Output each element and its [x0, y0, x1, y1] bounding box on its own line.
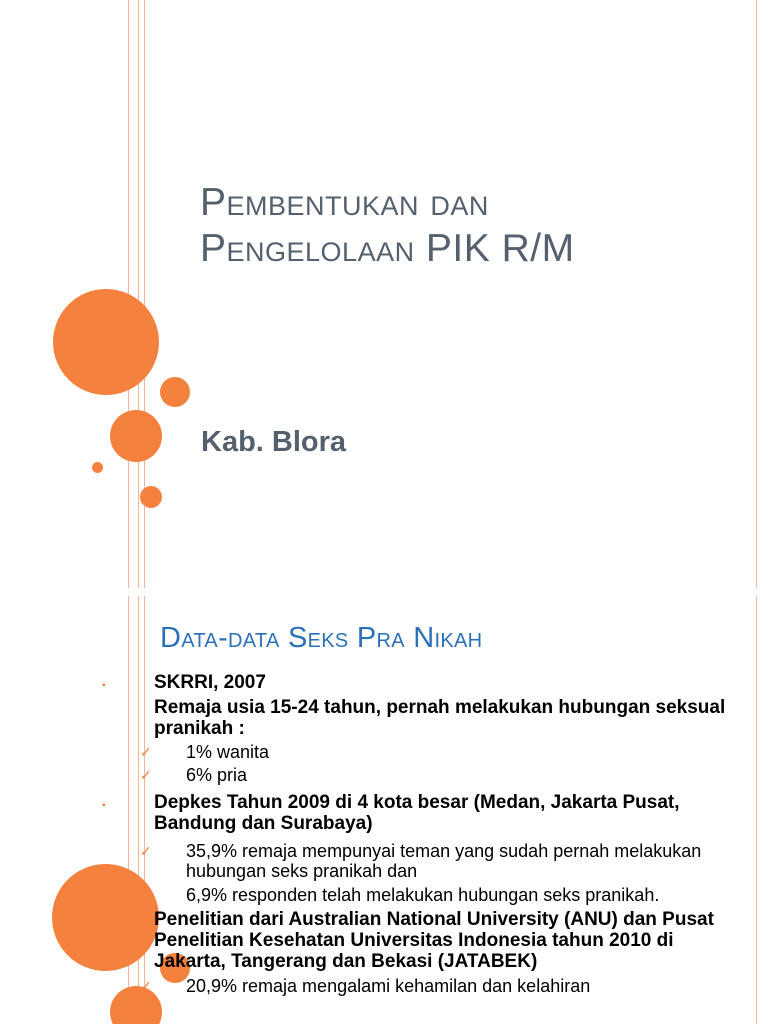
slide-content — [100, 672, 740, 996]
decor-line — [756, 0, 757, 588]
slide-subtitle: Kab. Blora — [201, 426, 347, 458]
bullet-text: Penelitian dari Australian National University (ANU) dan Pusat Penelitian Kesehatan Universitas Indonesia tahun 2010 di Jakarta, Tangerang dan Bekasi (JATABEK) — [154, 909, 714, 972]
decor-circle — [160, 377, 190, 407]
bullet-icon: ▪ — [102, 680, 106, 691]
decor-circle — [140, 486, 162, 508]
bullet-text: SKRRI, 2007 — [154, 672, 266, 693]
checkmark-icon: ✓ — [140, 843, 152, 859]
bullet-item — [100, 792, 740, 834]
bullet-text: Depkes Tahun 2009 di 4 kota besar (Medan, Jakarta Pusat, Bandung dan Surabaya) — [154, 792, 680, 834]
slide-title-line-2: Pengelolaan PIK R/M — [200, 227, 575, 270]
sub-item-text: 1% wanita — [186, 742, 270, 762]
sub-item-text: 6% pria — [186, 765, 248, 785]
decor-circle — [92, 462, 103, 473]
sub-item — [100, 765, 740, 785]
sub-item-text: 35,9% remaja mempunyai teman yang sudah pernah melakukan hubungan seks pranikah dan — [186, 841, 702, 881]
decor-line — [138, 0, 139, 588]
bullet-item — [100, 909, 740, 972]
decor-circle — [110, 410, 162, 462]
decor-line — [756, 596, 757, 1024]
checkmark-icon: ✓ — [140, 978, 152, 994]
sub-item-text: 6,9% responden telah melakukan hubungan seks pranikah. — [186, 885, 660, 905]
sub-item — [100, 885, 740, 905]
bullet-text: Remaja usia 15-24 tahun, pernah melakukan hubungan seksual pranikah : — [154, 697, 726, 739]
slide-title — [200, 180, 575, 272]
sub-item — [100, 976, 740, 996]
slide-gap — [0, 588, 768, 596]
checkmark-icon: ✓ — [140, 744, 152, 760]
content-slide — [0, 596, 768, 1024]
bullet-item — [100, 672, 740, 693]
sub-item-text: 20,9% remaja mengalami kehamilan dan kelahiran — [186, 976, 591, 996]
bullet-icon: ▪ — [102, 800, 106, 811]
decor-circle — [53, 289, 159, 395]
slide-title: Data-data Seks Pra Nikah — [160, 622, 483, 654]
sub-item — [100, 841, 740, 881]
bullet-item — [100, 697, 740, 739]
checkmark-icon: ✓ — [140, 767, 152, 783]
sub-item — [100, 742, 740, 762]
slide-title-line-1: Pembentukan dan — [200, 181, 489, 224]
